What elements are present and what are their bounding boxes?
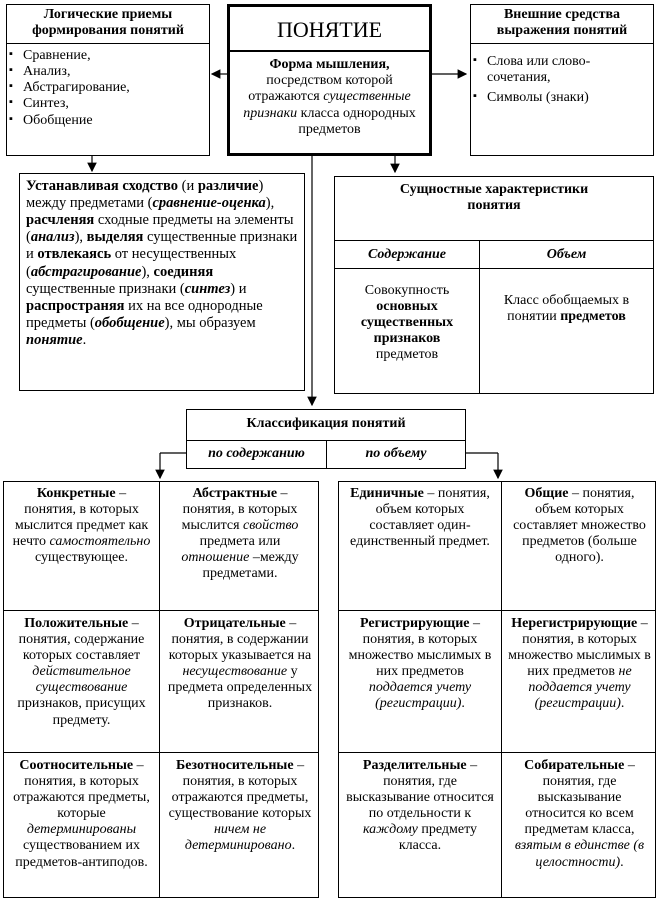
nonregistering-concepts: Нерегистрирующие – понятия, в которых множество мыслимых в них предметов не поддается учету (регистрации). xyxy=(508,616,651,712)
general-concepts: Общие – понятия, объем которых составляет множество предметов (больше одного). xyxy=(513,486,646,566)
content-description: Совокупность основных существенных признаков предметов xyxy=(335,269,480,393)
positive-concepts: Положительные – понятия, содержание которых составляет действительное существование признаков, присущих предмету. xyxy=(17,616,146,728)
classification-box xyxy=(186,409,466,469)
concrete-concepts: Конкретные – понятия, в которых мыслится предмет как нечто самостоятельно существующее. xyxy=(12,486,151,566)
essential-title: Сущностные характеристики понятия xyxy=(335,177,653,241)
external-means-box xyxy=(470,4,654,156)
volume-classification-grid xyxy=(338,481,656,898)
concept-box xyxy=(227,4,432,156)
logical-methods-list xyxy=(7,44,209,128)
classification-title: Классификация понятий xyxy=(187,410,465,441)
logical-methods-title: Логические приемы формирования понятий xyxy=(7,5,209,44)
volume-header: Объем xyxy=(480,241,653,269)
list-item: ▪ Слова или слово-сочетания, xyxy=(471,54,653,86)
logical-methods-box xyxy=(6,4,210,156)
negative-concepts: Отрицательные – понятия, в содержании которых указывается на несуществование у предмета определенных признаков. xyxy=(167,616,313,712)
content-classification-grid xyxy=(3,481,319,898)
by-content-label: по содержанию xyxy=(187,441,327,468)
relative-concepts: Соотносительные – понятия, в которых отражаются предметы, которые детерминированы существованием их предметов-антиподов. xyxy=(13,758,150,870)
dividing-concepts: Разделительные – понятия, где высказывание относится по отдельности к каждому предмету класса. xyxy=(346,758,494,854)
abstract-concepts: Абстрактные – понятия, в которых мыслится свойство предмета или отношение –между предметами. xyxy=(181,486,299,582)
content-header: Содержание xyxy=(335,241,480,269)
absolute-concepts: Безотносительные – понятия, в которых отражаются предметы, существование которых ничем не детерминировано. xyxy=(168,758,312,854)
list-item: ▪ Абстрагирование, xyxy=(7,80,209,96)
formation-process-box: Устанавливая сходство (и различие) между предметами (сравнение-оценка), расчленяя сходные предметы на элементы (анализ), выделяя существенные признаки и отвлекаясь от несущественных (абстрагирование), соединяя существенные признаки (синтез) и распространяя их на все однородные предметы (обобщение), мы образуем понятие. xyxy=(19,173,305,391)
by-volume-label: по объему xyxy=(365,446,427,461)
volume-description: Класс обобщаемых в понятии предметов xyxy=(503,293,630,325)
list-item: ▪ Символы (знаки) xyxy=(471,90,653,106)
external-means-list xyxy=(471,44,653,106)
registering-concepts: Регистрирующие – понятия, в которых множество мыслимых в них предметов поддается учету (регистрации). xyxy=(348,616,492,712)
list-item: ▪ Сравнение, xyxy=(7,48,209,64)
list-item: ▪ Синтез, xyxy=(7,96,209,112)
list-item: ▪ Обобщение xyxy=(7,113,209,129)
concept-definition: Форма мышления, посредством которой отражаются существенные признаки класса однородных предметов xyxy=(243,57,416,137)
concept-title: ПОНЯТИЕ xyxy=(230,7,429,52)
collective-concepts: Собирательные – понятия, где высказывание относится ко всем предметам класса, взятым в единстве (в целостности). xyxy=(514,758,645,870)
list-item: ▪ Анализ, xyxy=(7,64,209,80)
single-concepts: Единичные – понятия, объем которых составляет один-единственный предмет. xyxy=(350,486,490,550)
external-means-title: Внешние средства выражения понятий xyxy=(471,5,653,44)
essential-characteristics-box xyxy=(334,176,654,394)
